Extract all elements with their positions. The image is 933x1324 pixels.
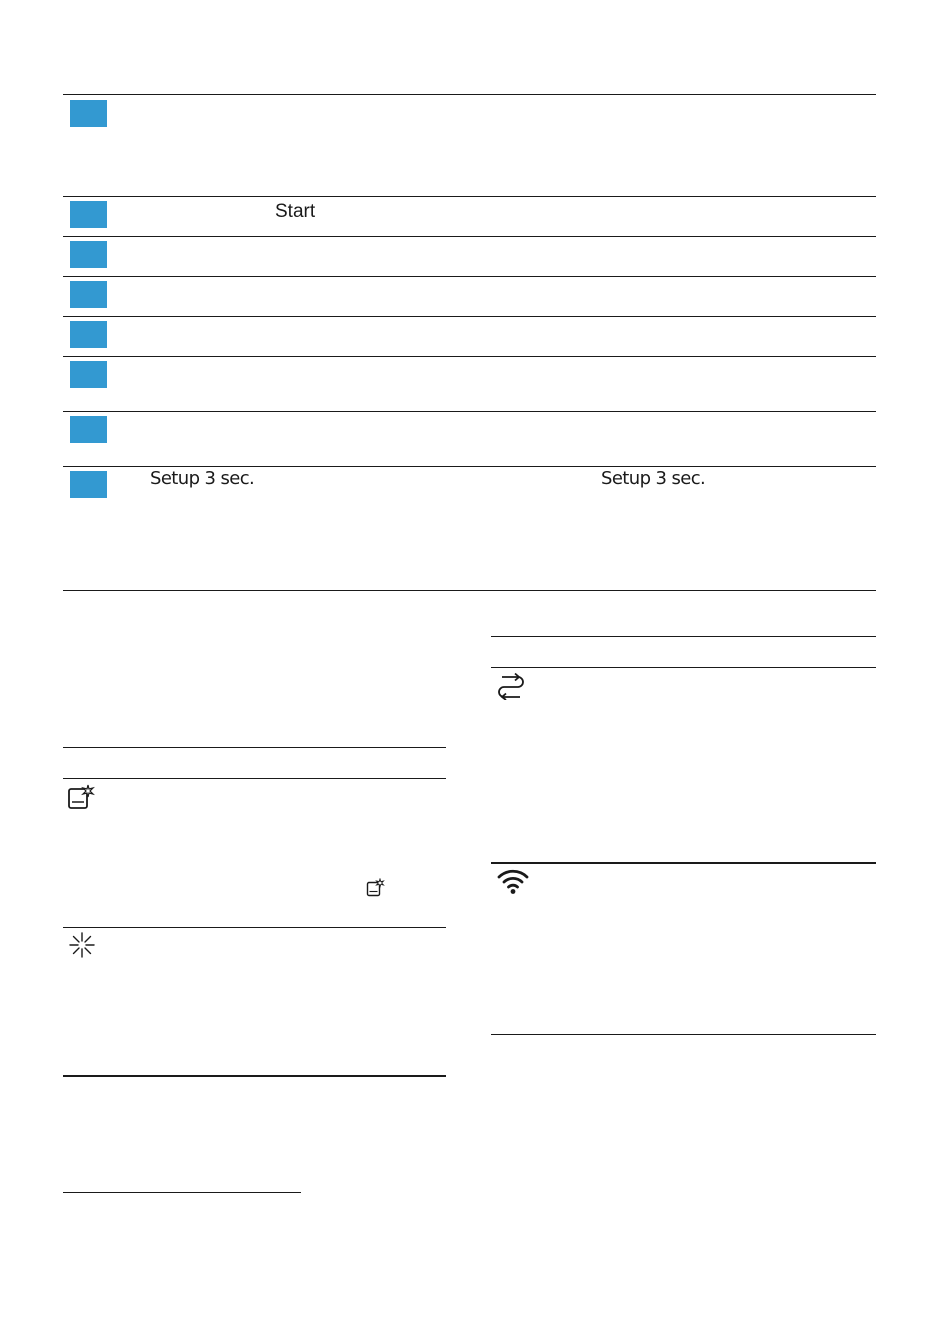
step-marker-2	[70, 201, 107, 228]
step-marker-8	[70, 471, 107, 498]
step-marker-4	[70, 281, 107, 308]
table-rule	[491, 636, 876, 637]
table-rule	[63, 590, 876, 591]
footnote-separator	[63, 1192, 301, 1193]
step-marker-3	[70, 241, 107, 268]
table-rule	[63, 236, 876, 237]
step-marker-1	[70, 100, 107, 127]
step-marker-6	[70, 361, 107, 388]
sparkle-icon	[69, 932, 95, 958]
start-label: Start	[275, 201, 316, 222]
table-rule	[63, 927, 446, 928]
machine-care-inline-icon	[366, 878, 386, 898]
step-marker-7	[70, 416, 107, 443]
table-rule	[63, 94, 876, 95]
table-rule	[63, 411, 876, 412]
table-rule	[63, 356, 876, 357]
setup-label-right: Setup 3 sec.	[601, 468, 706, 489]
table-rule	[63, 316, 876, 317]
table-rule	[63, 1075, 446, 1077]
table-rule	[63, 747, 446, 748]
wifi-icon	[497, 867, 529, 895]
machine-care-icon	[67, 783, 97, 811]
remote-start-icon	[496, 672, 526, 700]
table-rule	[491, 667, 876, 668]
table-rule	[63, 196, 876, 197]
table-rule	[491, 862, 876, 864]
table-rule	[63, 276, 876, 277]
step-marker-5	[70, 321, 107, 348]
setup-label: Setup 3 sec.	[150, 468, 255, 489]
table-rule	[491, 1034, 876, 1035]
table-rule	[63, 466, 876, 467]
table-rule	[63, 778, 446, 779]
